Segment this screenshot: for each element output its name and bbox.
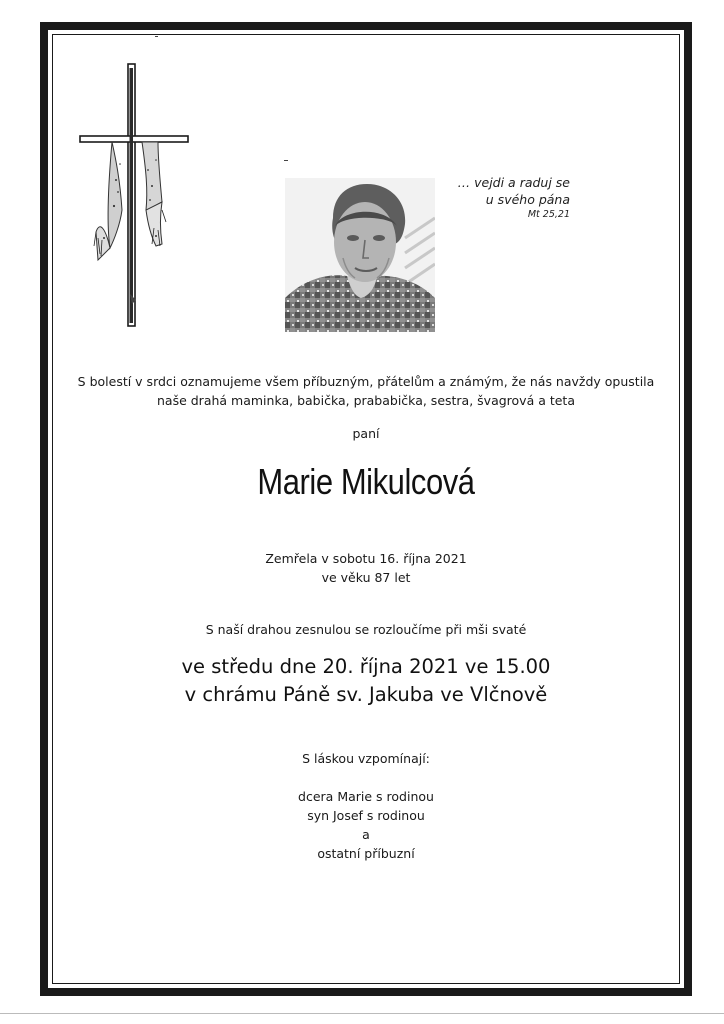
mourners-list bbox=[52, 787, 680, 863]
scan-speck bbox=[155, 36, 158, 37]
quote-reference: Mt 25,21 bbox=[527, 209, 570, 220]
mourner-item: syn Josef s rodinou bbox=[307, 808, 425, 823]
farewell-intro bbox=[52, 620, 680, 639]
portrait-photo bbox=[285, 178, 435, 332]
ceremony-details bbox=[52, 653, 680, 709]
death-date-line: Zemřela v sobotu 16. října 2021 bbox=[265, 551, 467, 566]
title-word bbox=[52, 424, 680, 443]
title-word-text: paní bbox=[352, 426, 380, 441]
mourner-item: a bbox=[362, 827, 370, 842]
bible-quote bbox=[440, 174, 570, 221]
ceremony-place: v chrámu Páně sv. Jakuba ve Vlčnově bbox=[184, 683, 548, 706]
quote-line-2: u svého pána bbox=[485, 192, 570, 207]
quote-line-1: … vejdi a raduj se bbox=[457, 175, 570, 190]
cross-icon bbox=[76, 60, 192, 335]
announcement-line-1: S bolestí v srdci oznamujeme všem příbuzným, přátelům a známým, že nás navždy opustila bbox=[77, 374, 655, 389]
mourner-item: dcera Marie s rodinou bbox=[298, 789, 434, 804]
deceased-name: Marie Mikulcová bbox=[257, 461, 475, 502]
scan-edge-line bbox=[0, 1013, 724, 1014]
announcement-line-2: naše drahá maminka, babička, prababička, sestra, švagrová a teta bbox=[156, 393, 575, 408]
ceremony-date-time: ve středu dne 20. října 2021 ve 15.00 bbox=[181, 655, 551, 678]
announcement-text bbox=[52, 372, 680, 410]
age-line: ve věku 87 let bbox=[321, 570, 411, 585]
remembrance-heading bbox=[52, 749, 680, 768]
death-info bbox=[52, 549, 680, 587]
farewell-intro-text: S naší drahou zesnulou se rozloučíme při mši svaté bbox=[205, 622, 527, 637]
scan-speck bbox=[284, 160, 288, 161]
mourner-item: ostatní příbuzní bbox=[317, 846, 415, 861]
remembrance-heading-text: S láskou vzpomínají: bbox=[302, 751, 430, 766]
